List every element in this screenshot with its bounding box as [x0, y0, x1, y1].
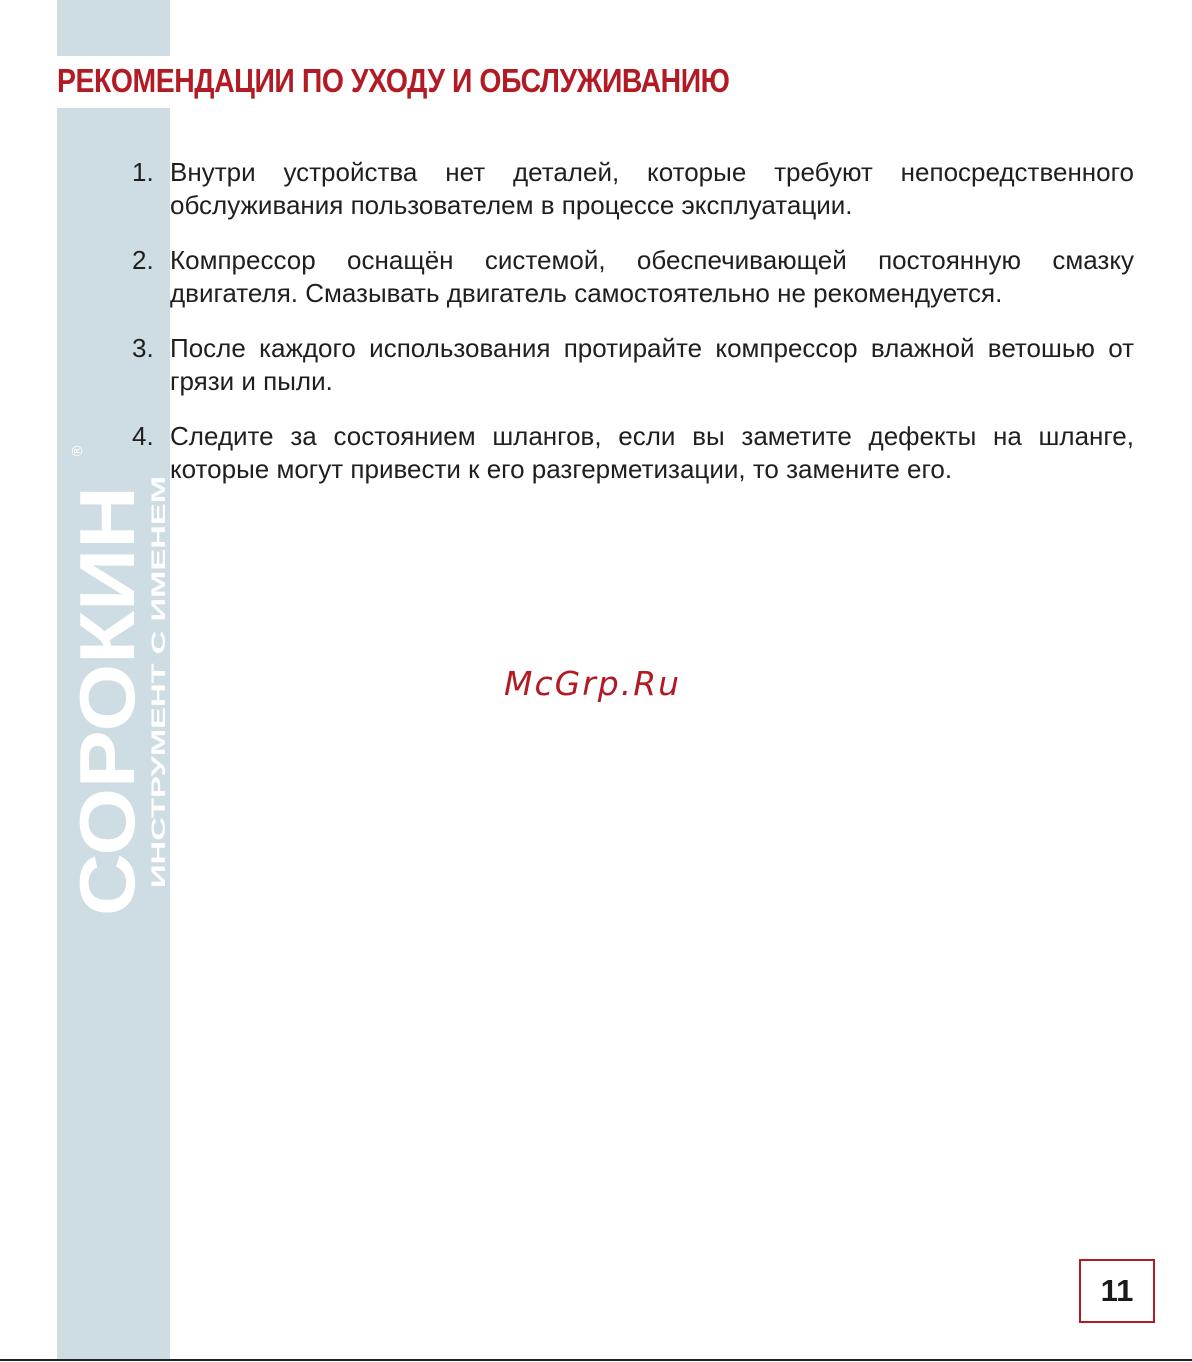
item-text: Внутри устройства нет деталей, которые требуют непосредственного обслуживания пользователем в процессе эксплуатации.	[170, 157, 1134, 220]
maintenance-list	[120, 156, 1134, 508]
list-item	[120, 244, 1134, 310]
registered-mark: ®	[70, 444, 86, 458]
item-number: 4.	[132, 421, 154, 451]
list-item	[120, 332, 1134, 398]
item-text: Следите за состоянием шлангов, если вы заметите дефекты на шланге, которые могут привести к его разгерметизации, то замените его.	[170, 421, 1134, 484]
page-number: 11	[1079, 1259, 1155, 1323]
item-text: Компрессор оснащён системой, обеспечивающей постоянную смазку двигателя. Смазывать двигатель самостоятельно не рекомендуется.	[170, 245, 1134, 308]
bottom-rule	[0, 1359, 1192, 1361]
brand-logo	[62, 440, 170, 920]
brand-name: СОРОКИН	[63, 529, 151, 916]
item-text: После каждого использования протирайте компрессор влажной ветошью от грязи и пыли.	[170, 333, 1134, 396]
item-number: 3.	[132, 333, 154, 363]
page-title: РЕКОМЕНДАЦИИ ПО УХОДУ И ОБСЛУЖИВАНИЮ	[57, 62, 730, 99]
item-number: 2.	[132, 245, 154, 275]
list-item	[120, 156, 1134, 222]
watermark: McGrp.Ru	[504, 664, 682, 703]
brand-tagline: ИНСТРУМЕНТ С ИМЕНЕМ	[149, 649, 170, 888]
item-number: 1.	[132, 157, 154, 187]
list-item	[120, 420, 1134, 486]
